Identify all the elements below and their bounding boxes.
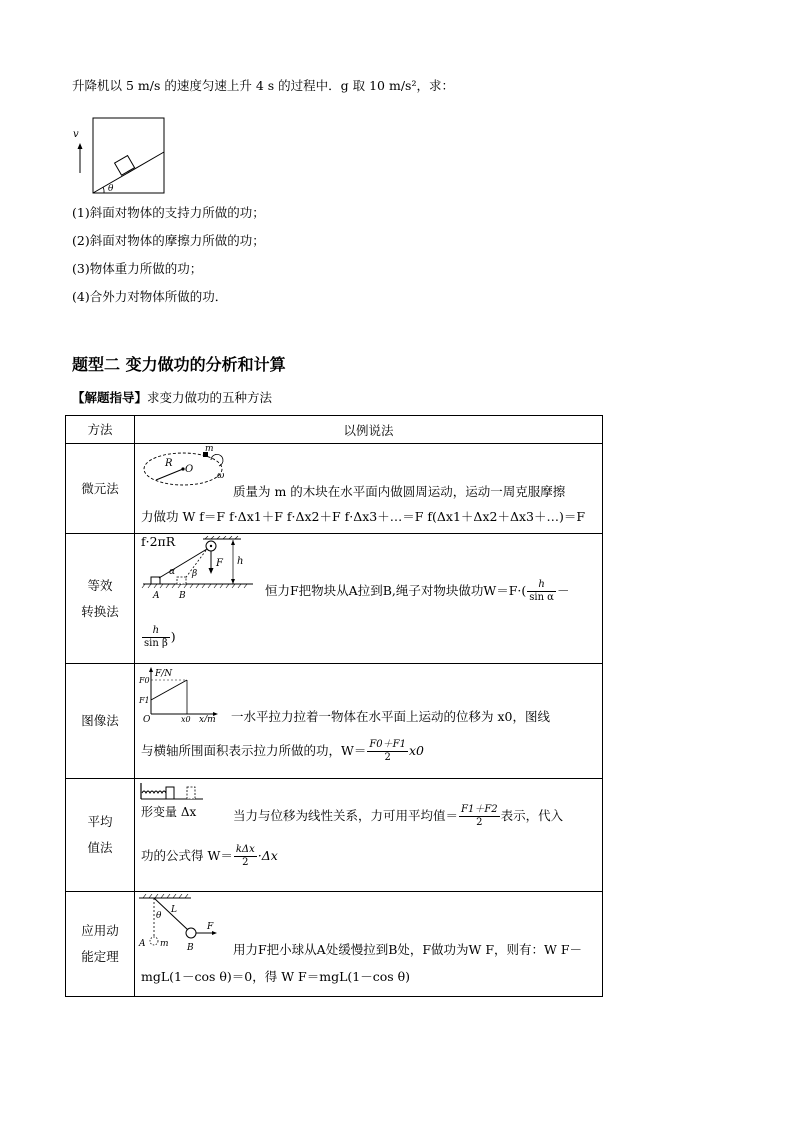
method-name-line1: 等效	[87, 577, 113, 593]
guide-tag: 【解题指导】	[72, 390, 148, 405]
svg-text:m: m	[205, 446, 214, 454]
svg-text:B: B	[187, 943, 194, 953]
example-cell	[135, 444, 603, 549]
svg-text:R: R	[165, 458, 173, 469]
table-row	[66, 444, 603, 534]
fraction-f0-f1: $\frac{F0+F1}{2}$	[369, 739, 406, 763]
example-text-line1: 用力F把小球从A处缓慢拉到B处，F做功为W F，则有：W F－	[233, 942, 583, 957]
method-cell	[66, 664, 135, 779]
svg-text:A: A	[139, 939, 146, 949]
svg-text:θ: θ	[156, 911, 162, 921]
method-name-line2: 值法	[87, 840, 113, 855]
theta-arc	[103, 187, 104, 193]
method-name: 微元法	[81, 480, 119, 496]
method-cell	[66, 534, 135, 664]
example-text-line2: $\frac{h}{\text{sin β}}$ )	[144, 625, 176, 649]
method-cell	[66, 779, 135, 892]
example-text-line1: 一水平拉力拉着一物体在水平面上运动的位移为 x0，图线	[231, 709, 550, 724]
example-text-line2: 功的公式得 W＝ $\frac{\text{kΔx}}{2}$ ·Δx	[141, 844, 278, 868]
svg-text:F: F	[216, 558, 223, 569]
method-name-line1: 平均	[87, 814, 113, 829]
svg-text:B: B	[179, 591, 186, 601]
method-cell	[66, 444, 135, 534]
force-displacement-graph	[137, 666, 227, 722]
example-text-line1: 恒力F把物块从A拉到B,绳子对物块做功W＝F·( $\frac{h}{\text{sin α}}$ －	[265, 579, 570, 603]
svg-text:L: L	[171, 905, 177, 915]
method-name: 图像法	[81, 713, 119, 728]
svg-text:ω: ω	[217, 471, 225, 481]
example-text-line1: 当力与位移为线性关系，力可用平均值＝ $\frac{F1+F2}{2}$ 表示，代入	[233, 804, 564, 828]
example-text-line1: 质量为 m 的木块在水平面内做圆周运动，运动一周克服摩擦	[233, 484, 566, 499]
header-method: 方法	[66, 416, 135, 444]
svg-text:x0: x0	[181, 715, 191, 722]
table-row	[66, 534, 603, 664]
table-header-row	[66, 416, 603, 444]
fraction-h-sin-beta: $\frac{h}{\text{sin β}}$	[144, 625, 168, 649]
example-cell	[135, 892, 603, 997]
svg-text:α: α	[169, 567, 176, 577]
circle-motion-figure	[141, 446, 241, 491]
fraction-k-dx: $\frac{\text{kΔx}}{2}$	[235, 844, 255, 868]
svg-text:F/N: F/N	[155, 669, 173, 679]
pendulum-figure	[137, 894, 237, 956]
table-row	[66, 664, 603, 779]
guide-line	[72, 388, 272, 406]
spring-figure	[139, 781, 219, 805]
velocity-arrowhead	[78, 143, 83, 149]
table-row	[66, 779, 603, 892]
method-name-line1: 应用动	[81, 923, 119, 938]
svg-text:h: h	[237, 556, 244, 567]
example-cell	[135, 779, 603, 892]
example-cell	[135, 534, 603, 664]
method-name-line2: 转换法	[81, 603, 119, 619]
question-3: (3)物体重力所做的功；	[72, 261, 203, 276]
elevator-incline-figure	[70, 115, 170, 197]
block	[115, 156, 135, 176]
svg-text:O: O	[185, 464, 194, 475]
theta-label: θ	[108, 184, 114, 194]
spring-label: 形变量 Δx	[141, 805, 197, 819]
section-title: 题型二 变力做功的分析和计算	[72, 355, 286, 374]
method-cell	[66, 892, 135, 997]
example-text-line2: 力做功 W f＝F f·Δx1＋F f·Δx2＋F f·Δx3＋…＝F f(Δx1＋Δx2＋Δx3＋…)＝F f·2πR	[141, 509, 586, 549]
pulley-figure	[141, 536, 256, 606]
elevator-box	[93, 118, 164, 193]
question-2: (2)斜面对物体的摩擦力所做的功；	[72, 233, 265, 248]
fraction-h-sin-alpha: $\frac{h}{\text{sin α}}$	[529, 579, 554, 603]
method-name-line2: 能定理	[81, 949, 119, 964]
example-cell	[135, 664, 603, 779]
svg-text:β: β	[192, 569, 198, 579]
example-text-line2: mgL(1－cos θ)＝0，得 W F＝mgL(1－cos θ)	[141, 969, 411, 984]
svg-text:A: A	[153, 591, 160, 601]
svg-text:F: F	[207, 922, 214, 932]
question-4: (4)合外力对物体所做的功．	[72, 289, 228, 304]
table-row	[66, 892, 603, 997]
velocity-label: v	[73, 129, 79, 140]
question-1: (1)斜面对物体的支持力所做的功；	[72, 205, 265, 220]
svg-text:x/m: x/m	[199, 715, 216, 722]
svg-text:m: m	[160, 939, 169, 949]
problem-stem: 升降机以 5 m/s 的速度匀速上升 4 s 的过程中．g 取 10 m/s²，求：	[72, 78, 454, 93]
svg-text:O: O	[143, 715, 151, 722]
header-example: 以例说法	[135, 416, 603, 444]
svg-text:F0: F0	[139, 676, 150, 685]
fraction-f1-f2: $\frac{F1+F2}{2}$	[461, 804, 498, 828]
methods-table	[65, 415, 603, 997]
example-text-line2: 与横轴所围面积表示拉力所做的功，W＝ $\frac{F0+F1}{2}$ x0	[141, 739, 424, 763]
svg-text:F1: F1	[139, 696, 150, 705]
guide-text: 求变力做功的五种方法	[147, 390, 273, 405]
